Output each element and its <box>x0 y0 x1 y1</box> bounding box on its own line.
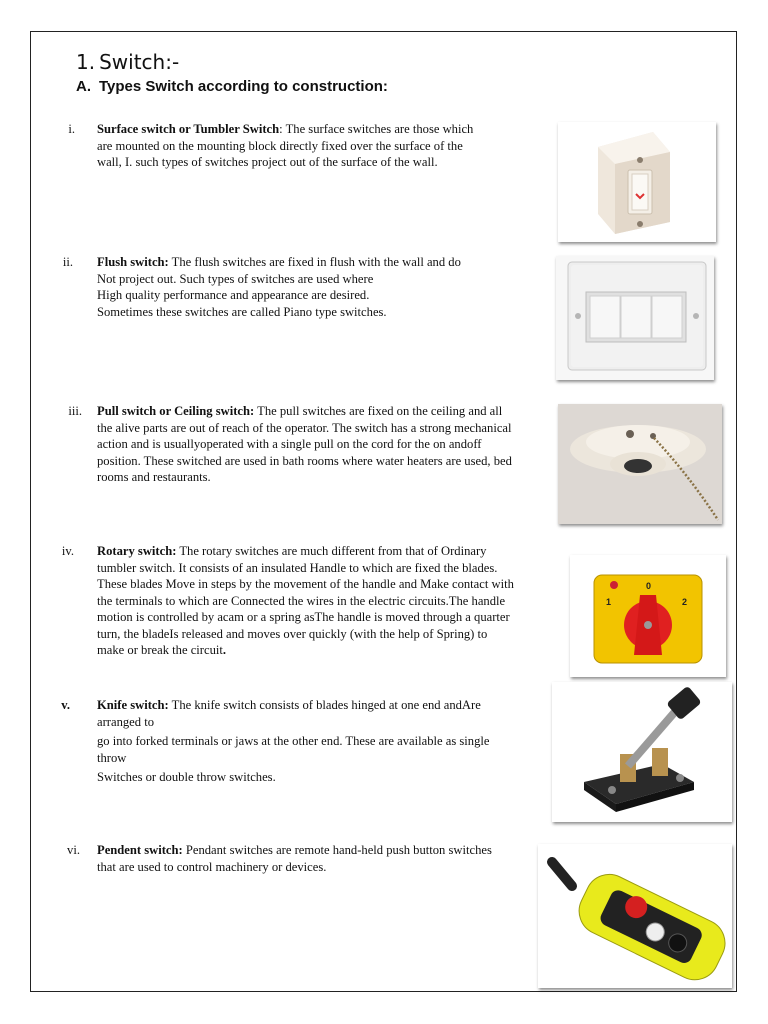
item-numeral: i. <box>68 122 75 136</box>
pull-switch-photo <box>558 404 722 524</box>
subsection-heading <box>76 78 388 95</box>
item-term: Knife switch: <box>97 698 169 712</box>
dial-label-two: 2 <box>682 597 688 607</box>
item-numeral: v. <box>61 698 70 712</box>
knife-switch-photo <box>552 682 732 822</box>
item-numeral: iv. <box>61 544 74 558</box>
section-number: 1. <box>76 50 96 74</box>
subsection-number: A. <box>76 78 91 95</box>
item-numeral: vi. <box>67 843 80 857</box>
item-term: Flush switch: <box>97 255 169 269</box>
item-numeral: iii. <box>68 404 82 418</box>
item-numeral: ii. <box>62 255 73 269</box>
pendant-switch-photo <box>538 844 732 988</box>
subsection-title: Types Switch according to construction: <box>99 78 388 95</box>
item-term: Pull switch or Ceiling switch: <box>97 404 255 418</box>
dial-label-one: 1 <box>606 597 612 607</box>
section-heading <box>76 50 179 74</box>
item-term: Pendent switch: <box>97 843 183 857</box>
item-term: Surface switch or Tumbler Switch <box>97 122 280 136</box>
rotary-switch-photo <box>570 555 726 677</box>
section-title: Switch:- <box>99 50 180 74</box>
dial-label-zero: 0 <box>646 581 652 591</box>
item-term: Rotary switch: <box>97 544 177 558</box>
surface-switch-photo <box>558 122 716 242</box>
flush-switch-photo <box>556 256 714 380</box>
